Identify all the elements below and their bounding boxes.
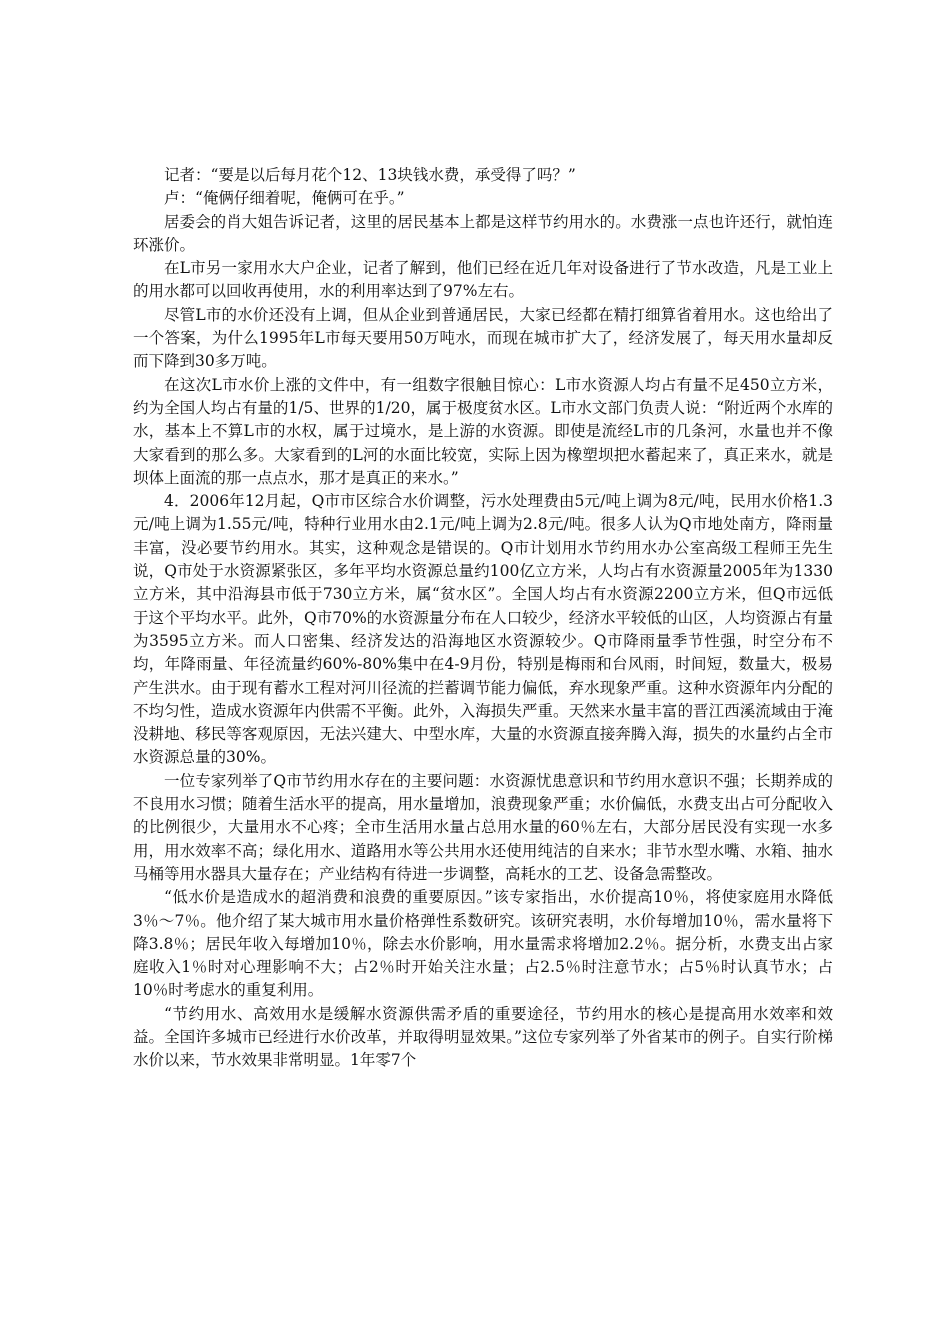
document-body [133, 164, 833, 1073]
paragraph: 在这次L市水价上涨的文件中，有一组数字很触目惊心：L市水资源人均占有量不足450立方米，约为全国人均占有量的1/5、世界的1/20，属于极度贫水区。L市水文部门负责人说：“附近两个水库的水，基本上不算L市的水权，属于过境水，是上游的水资源。即使是流经L市的几条河，水量也并不像大家看到的那么多。大家看到的L河的水面比较宽，实际上因为橡塑坝把水蓄起来了，真正来水，就是坝体上面流的那一点点水，那才是真正的来水。” [133, 375, 833, 487]
paragraph: 卢：“俺俩仔细着呢，俺俩可在乎。” [164, 189, 405, 208]
paragraph: 尽管L市的水价还没有上调，但从企业到普通居民，大家已经都在精打细算省着用水。这也给出了一个答案，为什么1995年L市每天要用50万吨水，而现在城市扩大了，经济发展了，每天用水量却反而下降到30多万吨。 [133, 305, 833, 371]
paragraph: 居委会的肖大姐告诉记者，这里的居民基本上都是这样节约用水的。水费涨一点也许还行，就怕连环涨价。 [133, 212, 833, 254]
paragraph: 记者：“要是以后每月花个12、13块钱水费，承受得了吗？” [164, 166, 576, 184]
paragraph: 在L市另一家用水大户企业，记者了解到，他们已经在近几年对设备进行了节水改造，凡是工业上的用水都可以回收再使用，水的利用率达到了97%左右。 [133, 259, 833, 301]
paragraph: 4．2006年12月起，Q市市区综合水价调整，污水处理费由5元/吨上调为8元/吨，民用水价格1.3元/吨上调为1.55元/吨，特种行业用水由2.1元/吨上调为2.8元/吨。很多人认为Q市地处南方，降雨量丰富，没必要节约用水。其实，这种观念是错误的。Q市计划用水节约用水办公室高级工程师王先生说，Q市处于水资源紧张区，多年平均水资源总量约100亿立方米，人均占有水资源量2005年为1330立方米，其中沿海县市低于730立方米，属“贫水区”。全国人均占有水资源2200立方米，但Q市远低于这个平均水平。此外，Q市70%的水资源量分布在人口较少，经济水平较低的山区，人均资源占有量为3595立方米。而人口密集、经济发达的沿海地区水资源较少。Q市降雨量季节性强，时空分布不均，年降雨量、年径流量约60%-80%集中在4-9月份，特别是梅雨和台风雨，时间短，数量大，极易产生洪水。由于现有蓄水工程对河川径流的拦蓄调节能力偏低，弃水现象严重。这种水资源年内分配的不均匀性，造成水资源年内供需不平衡。此外，入海损失严重。天然来水量丰富的晋江西溪流域由于淹没耕地、移民等客观原因，无法兴建大、中型水库，大量的水资源直接奔腾入海，损失的水量约占全市水资源总量的30%。 [133, 492, 833, 767]
paragraph: 一位专家列举了Q市节约用水存在的主要问题：水资源忧患意识和节约用水意识不强；长期养成的不良用水习惯；随着生活水平的提高，用水量增加，浪费现象严重；水价偏低，水费支出占可分配收入的比例很少，大量用水不心疼；全市生活用水量占总用水量的60％左右，大部分居民没有实现一水多用，用水效率不高；绿化用水、道路用水等公共用水还使用纯洁的自来水；非节水型水嘴、水箱、抽水马桶等用水器具大量存在；产业结构有待进一步调整，高耗水的工艺、设备急需整改。 [133, 771, 833, 883]
paragraph: “低水价是造成水的超消费和浪费的重要原因。”该专家指出，水价提高10％，将使家庭用水降低3％～7％。他介绍了某大城市用水量价格弹性系数研究。该研究表明，水价每增加10％，需水量将下降3.8％；居民年收入每增加10％，除去水价影响，用水量需求将增加2.2％。据分析，水费支出占家庭收入1％时对心理影响不大；占2％时开始关注水量；占2.5％时注意节水；占5％时认真节水；占10％时考虑水的重复利用。 [133, 888, 833, 1000]
paragraph: “节约用水、高效用水是缓解水资源供需矛盾的重要途径，节约用水的核心是提高用水效率和效益。全国许多城市已经进行水价改革，并取得明显效果。”这位专家列举了外省某市的例子。自实行阶梯水价以来，节水效果非常明显。1年零7个 [133, 1004, 833, 1070]
